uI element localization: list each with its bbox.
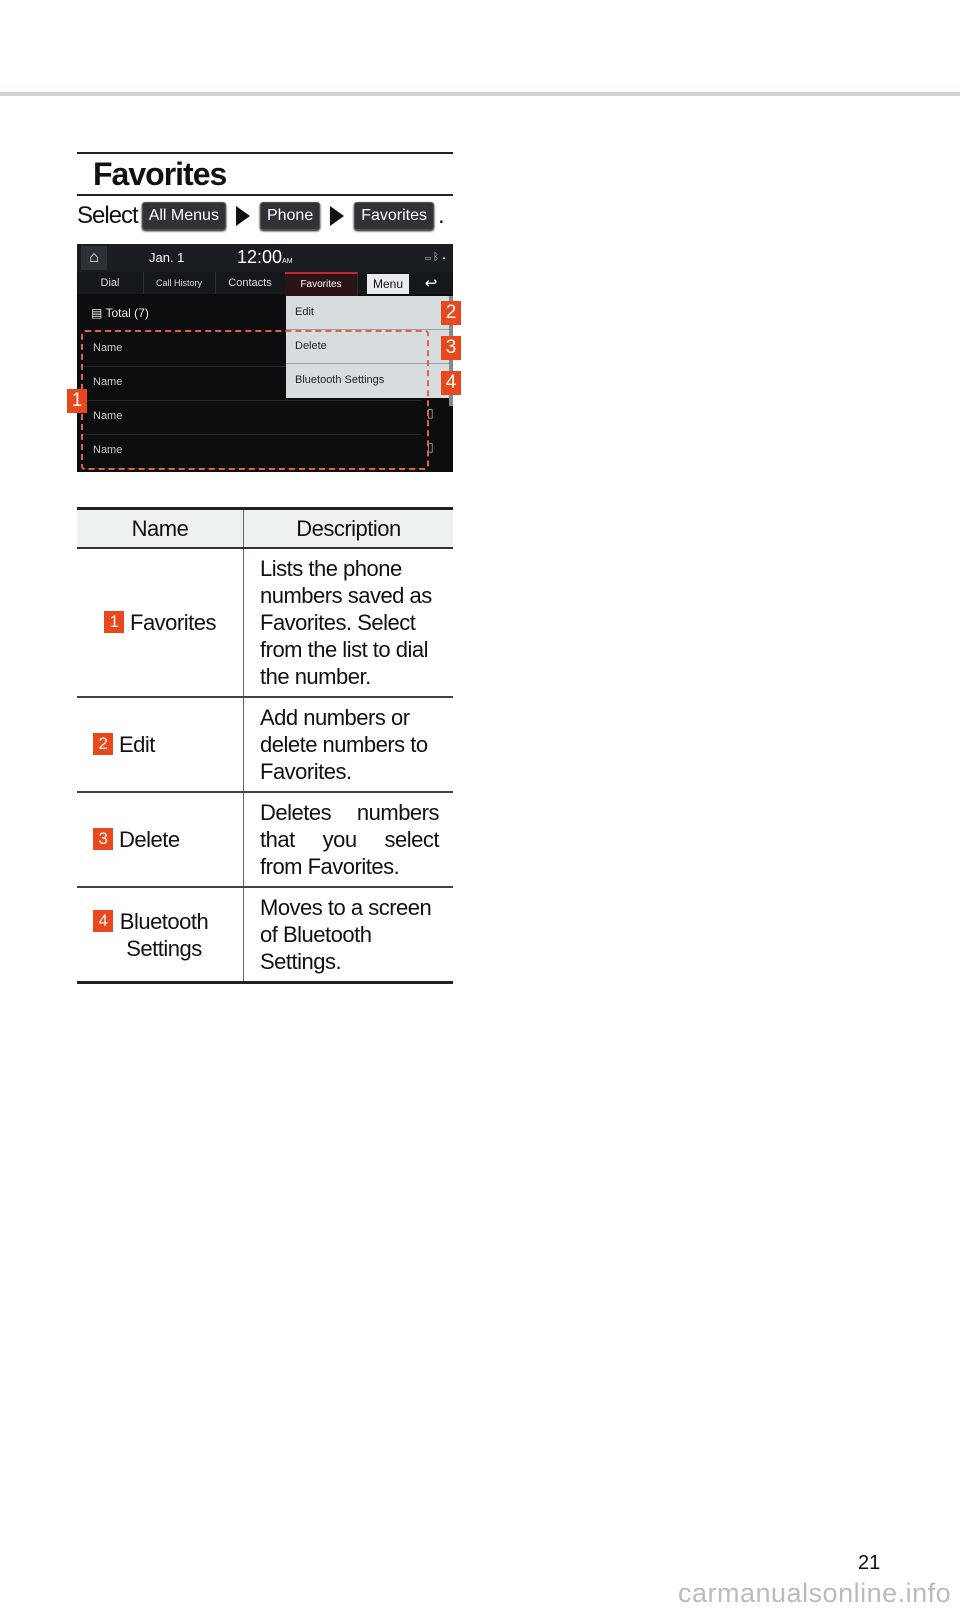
- footer-watermark: carmanualsonline.info: [678, 1578, 952, 1608]
- date-display: Jan. 1: [149, 250, 185, 265]
- menu-item-label: Edit: [295, 306, 314, 318]
- row-description: Lists the phone numbers saved as Favorites. Select from the list to dial the number.: [244, 548, 454, 697]
- row-number-badge: 1: [104, 611, 124, 633]
- row-name-cell: [77, 548, 244, 697]
- row-description: Deletes numbers that you select from Favorites.: [244, 792, 454, 887]
- list-icon: ▤: [91, 306, 106, 320]
- clock-display: [237, 247, 293, 268]
- phone-icon[interactable]: ▯: [427, 406, 434, 420]
- select-label: Select: [77, 202, 138, 229]
- menu-item-label: Bluetooth Settings: [295, 374, 385, 386]
- table-row: [77, 792, 453, 887]
- clock-time: 12:00: [237, 247, 283, 267]
- row-name: Favorites: [130, 610, 216, 636]
- arrow-right-icon: [330, 206, 344, 226]
- tab-dial[interactable]: Dial: [77, 272, 144, 294]
- tab-call-history[interactable]: Call History: [143, 272, 216, 294]
- bluetooth-icon: ᛒ: [433, 252, 441, 263]
- table-header-row: [77, 509, 453, 549]
- row-number-badge: 4: [93, 910, 113, 932]
- arrow-right-icon: [236, 206, 250, 226]
- signal-icon: ▴: [441, 252, 449, 263]
- table-row: [77, 697, 453, 792]
- tab-favorites[interactable]: Favorites: [285, 272, 358, 296]
- table-row: [77, 887, 453, 983]
- path-end: .: [438, 202, 444, 229]
- status-icons: [425, 252, 449, 263]
- navigation-path: [77, 200, 444, 232]
- status-bar: [77, 244, 453, 272]
- callout-2: 2: [441, 301, 461, 325]
- list-item-name: Name: [93, 342, 123, 354]
- list-item-name: Name: [93, 444, 123, 456]
- row-number-badge: 2: [93, 733, 113, 755]
- list-item-name: Name: [93, 410, 123, 422]
- phone-chip: Phone: [260, 202, 320, 230]
- section-title: Favorites: [93, 156, 227, 192]
- row-name: Edit: [119, 732, 155, 758]
- row-name-cell: [77, 697, 244, 792]
- header-description: Description: [244, 509, 454, 549]
- top-rule: [0, 92, 960, 96]
- row-name: Delete: [119, 827, 180, 853]
- description-table: [77, 507, 453, 984]
- row-description: Moves to a screen of Bluetooth Settings.: [244, 887, 454, 983]
- battery-icon: ▭: [425, 252, 433, 263]
- callout-3: 3: [441, 336, 461, 360]
- clock-ampm: AM: [282, 258, 293, 265]
- menu-button[interactable]: Menu: [367, 274, 409, 294]
- callout-1: 1: [67, 389, 87, 413]
- section-header: [77, 152, 453, 196]
- callout-4: 4: [441, 371, 461, 395]
- tab-contacts[interactable]: Contacts: [215, 272, 286, 294]
- row-name: Bluetooth Settings: [119, 908, 209, 961]
- back-icon[interactable]: ↩: [424, 275, 438, 292]
- favorites-screenshot: [77, 244, 453, 472]
- menu-item-label: Delete: [295, 340, 327, 352]
- total-count: [91, 306, 149, 320]
- phone-icon[interactable]: ▯: [427, 440, 434, 454]
- table-row: [77, 548, 453, 697]
- row-number-badge: 3: [93, 828, 113, 850]
- all-menus-chip: All Menus: [142, 202, 226, 230]
- header-name: Name: [77, 509, 244, 549]
- favorites-chip: Favorites: [354, 202, 434, 230]
- favorites-list-highlight: [81, 330, 429, 470]
- row-description: Add numbers or delete numbers to Favorites.: [244, 697, 454, 792]
- row-name-cell: [77, 792, 244, 887]
- row-name-cell: [77, 887, 244, 983]
- list-item-name: Name: [93, 376, 123, 388]
- menu-item-edit[interactable]: [286, 296, 449, 330]
- home-icon[interactable]: ⌂: [81, 246, 107, 270]
- page-number: 21: [858, 1552, 881, 1574]
- total-label: Total (7): [105, 306, 149, 320]
